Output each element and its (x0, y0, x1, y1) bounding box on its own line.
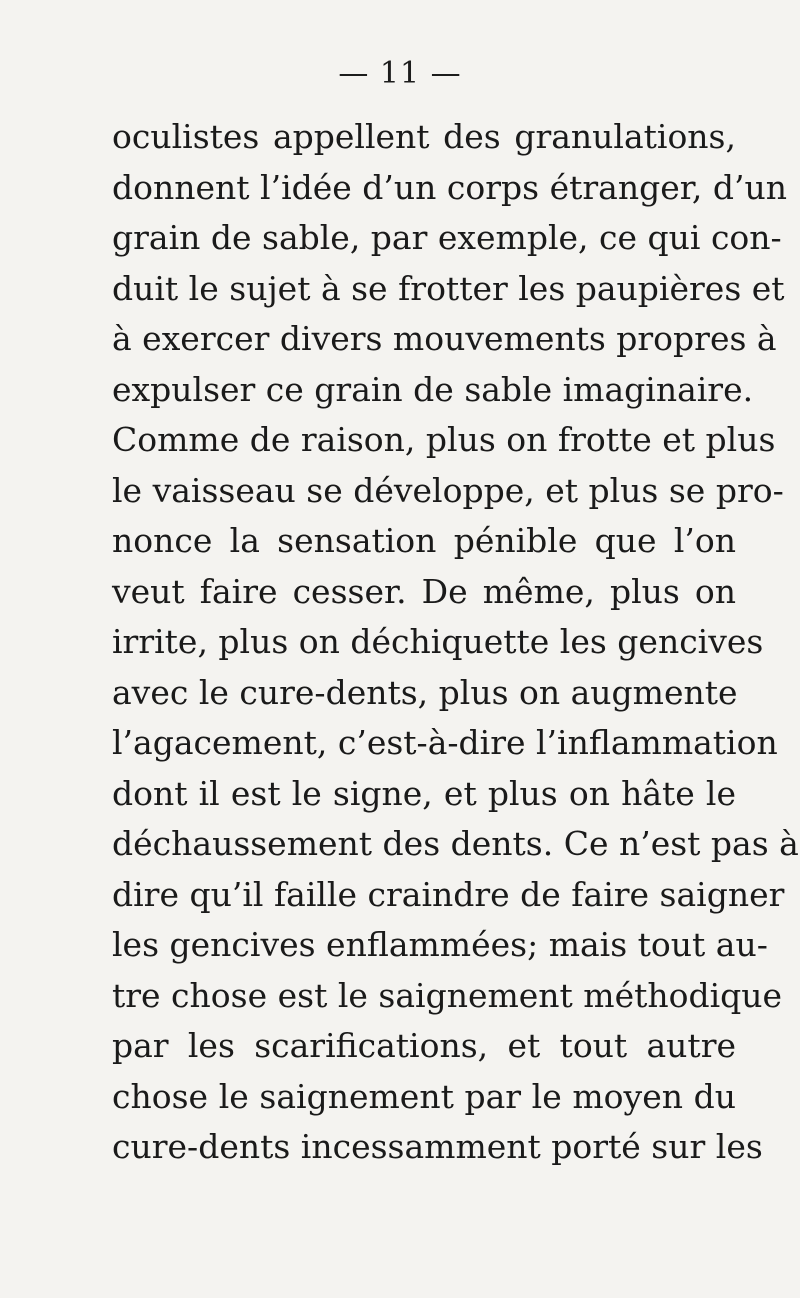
body-text (112, 112, 799, 1173)
text-line: oculistes appellent des granulations, (112, 117, 736, 156)
text-line: expulser ce grain de sable imaginaire. (112, 369, 754, 409)
text-line: dont il est le signe, et plus on hâte le (112, 773, 736, 813)
text-line: tre chose est le saignement méthodique (112, 975, 783, 1015)
text-line: nonce la sensation pénible que l’on (112, 521, 736, 560)
text-line: cure-dents incessamment porté sur les (112, 1127, 763, 1166)
text-line: le vaisseau se développe, et plus se pro- (112, 470, 784, 510)
text-line: l’agacement, c’est-à-dire l’inflammation (112, 723, 778, 762)
text-line: duit le sujet à se frotter les paupières et (112, 268, 785, 308)
text-line: veut faire cesser. De même, plus on (112, 571, 736, 611)
text-line: les gencives enflammées; mais tout au- (112, 925, 768, 964)
text-line: donnent l’idée d’un corps étranger, d’un (112, 167, 787, 207)
text-line: déchaussement des dents. Ce n’est pas à (112, 824, 799, 863)
text-line: Comme de raison, plus on frotte et plus (112, 420, 776, 459)
text-line: dire qu’il faille craindre de faire saigner (112, 874, 785, 914)
text-line: par les scarifications, et tout autre (112, 1026, 736, 1065)
page-number: — 11 — (338, 56, 462, 91)
text-line: avec le cure-dents, plus on augmente (112, 672, 738, 712)
text-line: chose le saignement par le moyen du (112, 1076, 736, 1116)
text-line: à exercer divers mouvements propres à (112, 319, 777, 358)
text-line: irrite, plus on déchiquette les gencives (112, 622, 764, 661)
text-line: grain de sable, par exemple, ce qui con- (112, 218, 782, 257)
